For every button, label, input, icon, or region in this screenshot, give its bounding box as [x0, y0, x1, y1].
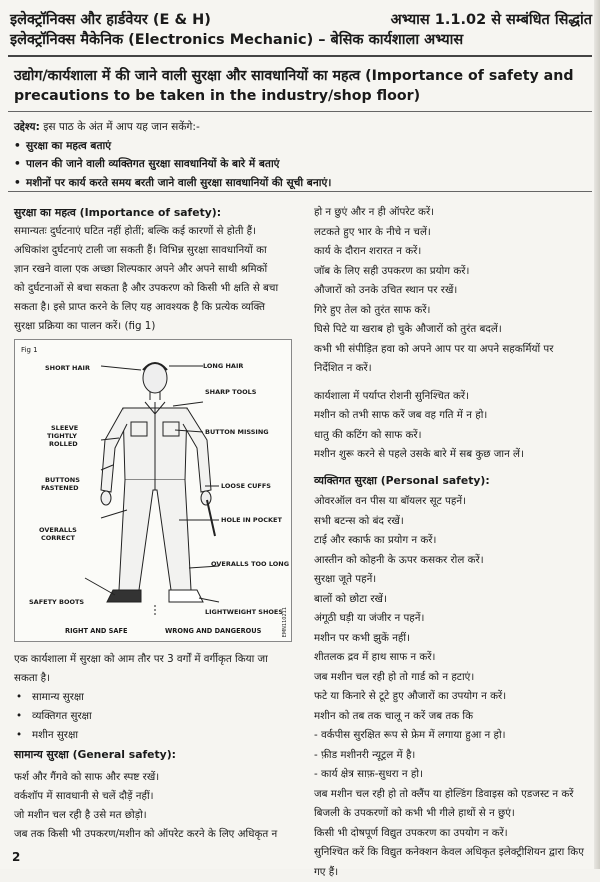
text-line: सकता है। इसे प्राप्त करने के लिए यह आवश्यक है कि प्रत्येक व्यक्ति	[14, 298, 296, 317]
callout-button-missing: BUTTON MISSING	[205, 428, 269, 436]
callout-hole-in-pocket: HOLE IN POCKET	[221, 516, 282, 524]
title-divider	[8, 111, 592, 112]
text-line: बिजली के उपकरणों को कभी भी गीले हाथों से न छुएं।	[314, 804, 596, 824]
text-line: बालों को छोटा रखें।	[314, 590, 596, 610]
callout-rolled: ROLLED	[49, 440, 78, 448]
caption-wrong-and-dangerous: WRONG AND DANGEROUS	[165, 627, 261, 635]
exercise-reference: अभ्यास 1.1.02 से सम्बंधित सिद्धांत	[391, 10, 592, 30]
objective-item: • पालन की जाने वाली व्यक्तिगत सुरक्षा सावधानियों के बारे में बताएं	[14, 155, 594, 174]
callout-short-hair: SHORT HAIR	[45, 364, 90, 372]
text-line: शीतलक द्रव में हाथ साफ न करें।	[314, 648, 596, 668]
caption-right-and-safe: RIGHT AND SAFE	[65, 627, 128, 635]
text-line: - कार्य क्षेत्र साफ़-सुधरा न हो।	[314, 765, 596, 785]
callout-safety-boots: SAFETY BOOTS	[29, 598, 84, 606]
trade-title: इलेक्ट्रॉनिक्स और हार्डवेयर (E & H)	[10, 10, 211, 30]
text-line: वर्कशॉप में सावधानी से चलें दौड़ें नहीं।	[14, 787, 296, 806]
page-edge	[594, 0, 600, 869]
text-line: कार्यशाला में पर्याप्त रोशनी सुनिश्चित करें।	[314, 387, 596, 407]
text-line: जॉब के लिए सही उपकरण का प्रयोग करें।	[314, 262, 596, 282]
callout-correct: CORRECT	[41, 534, 75, 542]
category-item: • सामान्य सुरक्षा	[14, 688, 296, 707]
callout-sharp-tools: SHARP TOOLS	[205, 388, 257, 396]
text-line: सभी बटन्स को बंद रखें।	[314, 512, 596, 532]
text-line: मशीन पर कभी झुकें नहीं।	[314, 629, 596, 649]
text-line: टाई और स्कार्फ का प्रयोग न करें।	[314, 531, 596, 551]
text-line: लटकते हुए भार के नीचे न चलें।	[314, 223, 596, 243]
text-line: घिसे पिटे या खराब हो चुके औजारों को तुरंत बदलें।	[314, 320, 596, 340]
text-line: सुरक्षा प्रक्रिया का पालन करें। (fig 1)	[14, 317, 296, 336]
text-line: धातु की कटिंग को साफ करें।	[314, 426, 596, 446]
text-line: समान्यतः दुर्घटनाएं घटित नहीं होतीं; बल्कि कई कारणों से होती हैं।	[14, 222, 296, 241]
text-line: ज्ञान रखने वाला एक अच्छा शिल्पकार अपने और अपने साथी श्रमिकों	[14, 260, 296, 279]
callout-lightweight-shoes: LIGHTWEIGHT SHOES	[205, 608, 283, 616]
callout-sleeve: SLEEVE	[51, 424, 78, 432]
text-line: कार्य के दौरान शरारत न करें।	[314, 242, 596, 262]
text-line: अंगूठी घड़ी या जंजीर न पहनें।	[314, 609, 596, 629]
text-line: गिरे हुए तेल को तुरंत साफ करें।	[314, 301, 596, 321]
text-line: आस्तीन को कोहनी के ऊपर कसकर रोल करें।	[314, 551, 596, 571]
text-line: किसी भी दोषपूर्ण विद्युत उपकरण का उपयोग न करें।	[314, 824, 596, 844]
objective-item: • सुरक्षा का महत्व बताएं	[14, 137, 594, 156]
callout-overalls: OVERALLS	[39, 526, 77, 534]
objective-intro: इस पाठ के अंत में आप यह जान सकेंगे:-	[40, 121, 200, 133]
text-line: जो मशीन चल रही है उसे मत छोड़ो।	[14, 806, 296, 825]
text-line: - वर्कपीस सुरक्षित रूप से फ्रेम में लगाया हुआ न हो।	[314, 726, 596, 746]
objective-label: उद्देश्य:	[14, 121, 40, 133]
text-line: एक कार्यशाला में सुरक्षा को आम तौर पर 3 वर्गों में वर्गीकृत किया जा	[14, 650, 296, 669]
text-line: मशीन शुरू करने से पहले उसके बारे में सब कुछ जान लें।	[314, 445, 596, 465]
importance-heading: सुरक्षा का महत्व (Importance of safety):	[14, 203, 296, 222]
text-line: सकता है।	[14, 669, 296, 688]
figure-safety-clothing	[14, 339, 292, 642]
personal-safety-heading: व्यक्तिगत सुरक्षा (Personal safety):	[314, 471, 596, 491]
lesson-title: उद्योग/कार्यशाला में की जाने वाली सुरक्षा और सावधानियों का महत्व (Importance of safety and precautions to be taken in the industry/shop floor)	[14, 66, 594, 106]
callout-long-hair: LONG HAIR	[203, 362, 243, 370]
category-item: • मशीन सुरक्षा	[14, 726, 296, 745]
text-line: औजारों को उनके उचित स्थान पर रखें।	[314, 281, 596, 301]
text-line: जब तक किसी भी उपकरण/मशीन को ऑपरेट करने के लिए अधिकृत न	[14, 825, 296, 844]
text-line: सुरक्षा जूते पहनें।	[314, 570, 596, 590]
text-line: ओवरऑल वन पीस या बॉयलर सूट पहनें।	[314, 492, 596, 512]
text-line: फर्श और गैंगवे को साफ और स्पष्ट रखें।	[14, 768, 296, 787]
callout-tightly: TIGHTLY	[47, 432, 77, 440]
header-divider	[8, 55, 592, 57]
left-column-lower	[14, 650, 296, 844]
text-line: जब मशीन चल रही हो तो गार्ड को न हटाएं।	[314, 668, 596, 688]
text-line: कभी भी संपीड़ित हवा को अपने आप पर या अपने सहकर्मियों पर	[314, 340, 596, 360]
text-line: हो न छुएं और न ही ऑपरेट करें।	[314, 203, 596, 223]
figure-label: Fig 1	[21, 346, 38, 354]
text-line: सुनिश्चित करें कि विद्युत कनेक्शन केवल अधिकृत इलेक्ट्रीशियन द्वारा किए	[314, 843, 596, 863]
general-safety-heading: सामान्य सुरक्षा (General safety):	[14, 745, 296, 764]
category-item: • व्यक्तिगत सुरक्षा	[14, 707, 296, 726]
text-line: जब मशीन चल रही हो तो क्लैंप या होल्डिंग डिवाइस को एडजस्ट न करें	[314, 785, 596, 805]
figure-code: EMN110211	[282, 607, 288, 637]
text-line: मशीन को तभी साफ करें जब वह गति में न हो।	[314, 406, 596, 426]
left-column	[14, 203, 296, 336]
text-line: निर्देशित न करें।	[314, 359, 596, 379]
text-line: मशीन को तब तक चालू न करें जब तक कि	[314, 707, 596, 727]
callout-fastened: FASTENED	[41, 484, 79, 492]
callout-buttons: BUTTONS	[45, 476, 80, 484]
callout-loose-cuffs: LOOSE CUFFS	[221, 482, 271, 490]
objectives-block	[14, 118, 594, 192]
text-line: फटे या किनारे से टूटे हुए औजारों का उपयोग न करें।	[314, 687, 596, 707]
objectives-divider	[8, 191, 592, 192]
page-header	[10, 10, 592, 50]
text-line: अधिकांश दुर्घटनाएं टाली जा सकती हैं। विभिन्न सुरक्षा सावधानियों का	[14, 241, 296, 260]
objective-item: • मशीनों पर कार्य करते समय बरती जाने वाली सुरक्षा सावधानियों की सूची बनाएं।	[14, 174, 594, 193]
text-line: गए हैं।	[314, 863, 596, 882]
right-column	[314, 203, 596, 882]
course-title: इलेक्ट्रॉनिक्स मैकेनिक (Electronics Mechanic) – बेसिक कार्यशाला अभ्यास	[10, 30, 463, 50]
text-line: - फ़ीड मशीनरी न्यूट्रल में है।	[314, 746, 596, 766]
page-number: 2	[12, 850, 20, 864]
text-line: को दुर्घटनाओं से बचा सकता है और उपकरण को किसी भी क्षति से बचा	[14, 279, 296, 298]
callout-overalls-too-long: OVERALLS TOO LONG	[211, 560, 289, 568]
